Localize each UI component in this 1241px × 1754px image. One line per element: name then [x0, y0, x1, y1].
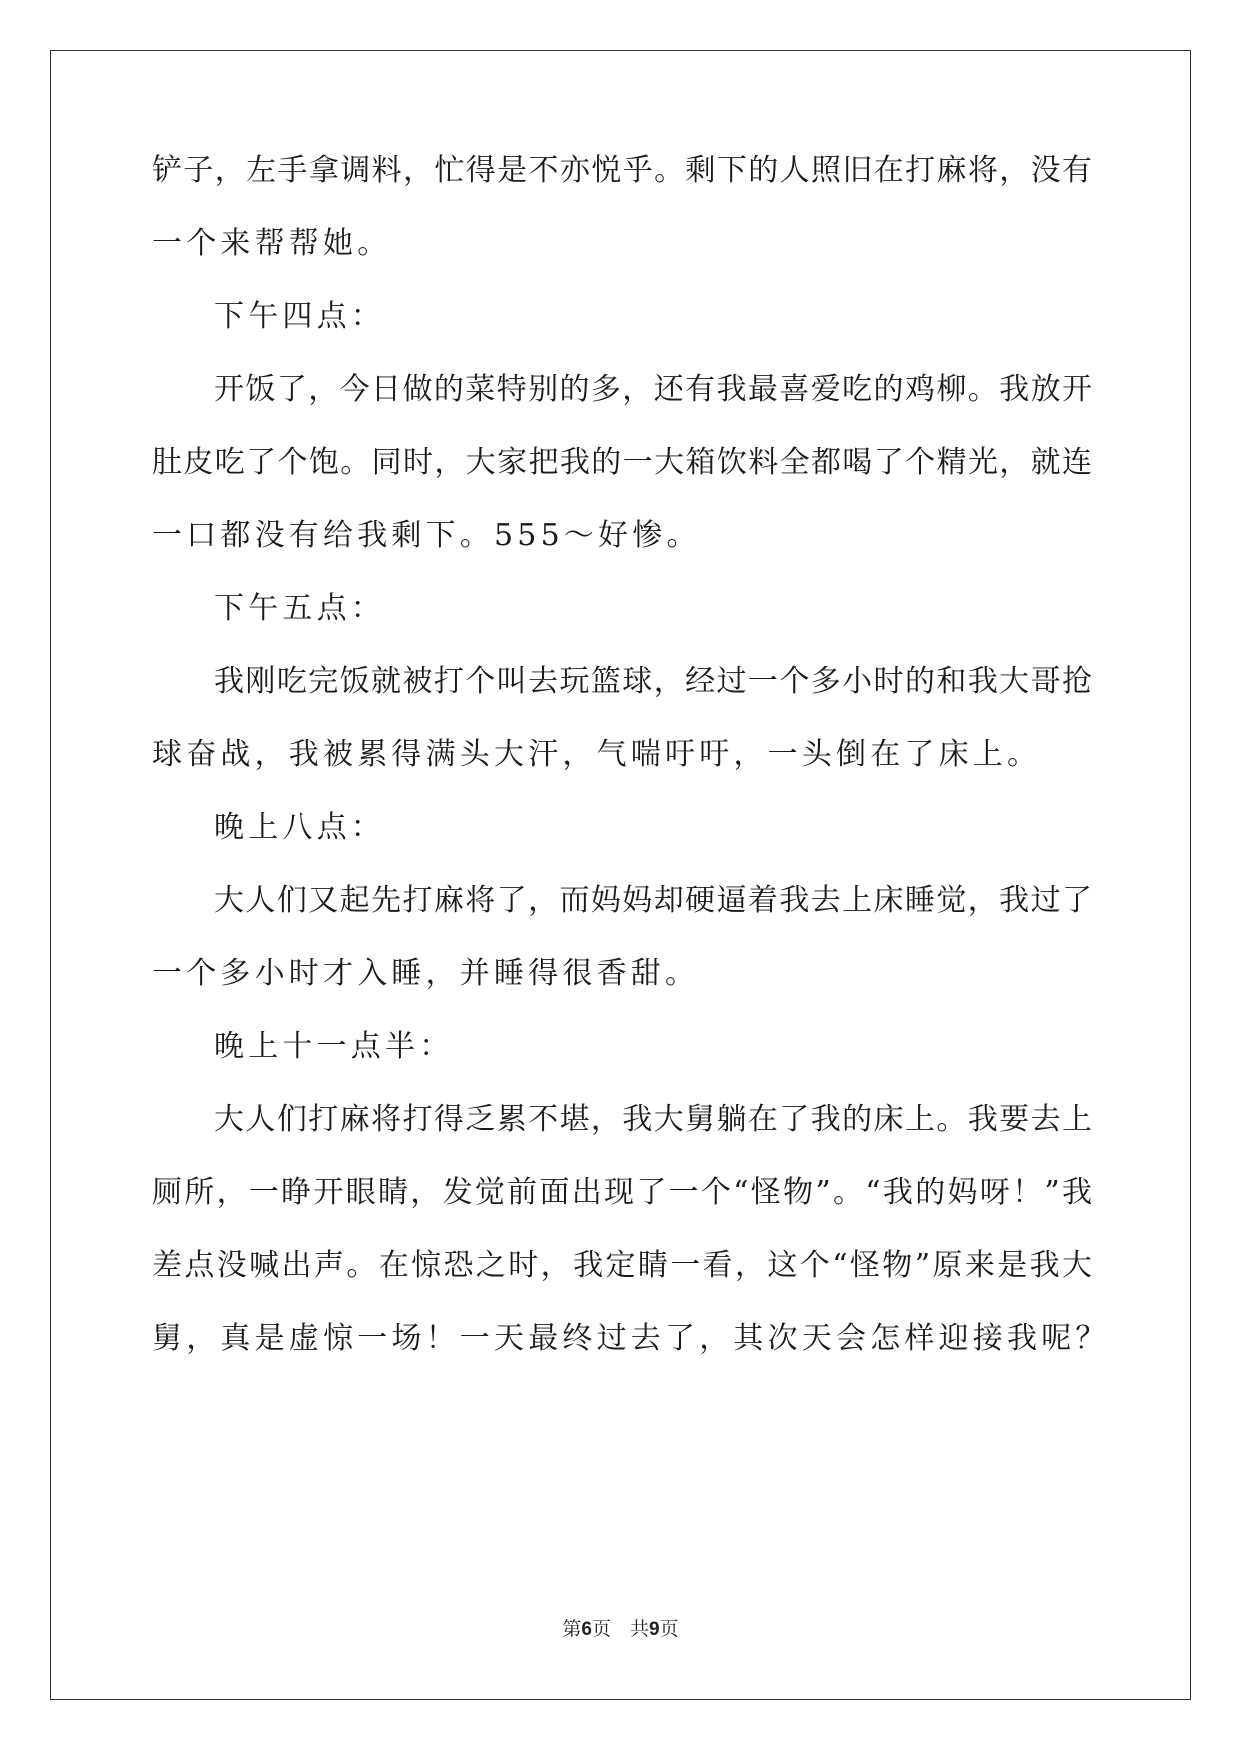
- text-line: 舅，真是虚惊一场！一天最终过去了，其次天会怎样迎接我呢？: [152, 1321, 1110, 1356]
- section-heading: 下午五点：: [214, 591, 385, 626]
- text-line: 一个多小时才入睡，并睡得很香甜。: [152, 956, 700, 991]
- section-heading: 晚上十一点半：: [214, 1029, 454, 1064]
- text-line: 球奋战，我被累得满头大汗，气喘吁吁，一头倒在了床上。: [152, 737, 1042, 772]
- text-line: 大人们打麻将打得乏累不堪，我大舅躺在了我的床上。我要去上: [214, 1102, 1092, 1137]
- text-line: 差点没喊出声。在惊恐之时，我定睛一看，这个“怪物”原来是我大: [152, 1248, 1092, 1283]
- text-line: 大人们又起先打麻将了，而妈妈却硬逼着我去上床睡觉，我过了: [214, 883, 1092, 918]
- text-line: 一口都没有给我剩下。555～好惨。: [152, 518, 701, 553]
- total-page-number: 9: [649, 1619, 660, 1640]
- footer-suffix: 页: [659, 1618, 679, 1640]
- text-line: 一个来帮帮她。: [152, 226, 392, 261]
- footer-prefix: 第: [562, 1618, 582, 1640]
- section-heading: 晚上八点：: [214, 810, 385, 845]
- footer-mid: 页 共: [591, 1618, 649, 1640]
- text-line: 厕所，一睁开眼睛，发觉前面出现了一个“怪物”。“我的妈呀！”我: [152, 1175, 1092, 1210]
- page-footer: [0, 1614, 1241, 1641]
- text-line: 我刚吃完饭就被打个叫去玩篮球，经过一个多小时的和我大哥抢: [214, 664, 1092, 699]
- current-page-number: 6: [581, 1619, 592, 1640]
- text-line: 肚皮吃了个饱。同时，大家把我的一大箱饮料全都喝了个精光，就连: [152, 445, 1092, 480]
- text-line: 铲子，左手拿调料，忙得是不亦悦乎。剩下的人照旧在打麻将，没有: [152, 153, 1092, 188]
- section-heading: 下午四点：: [214, 299, 385, 334]
- text-line: 开饭了，今日做的菜特别的多，还有我最喜爱吃的鸡柳。我放开: [214, 372, 1092, 407]
